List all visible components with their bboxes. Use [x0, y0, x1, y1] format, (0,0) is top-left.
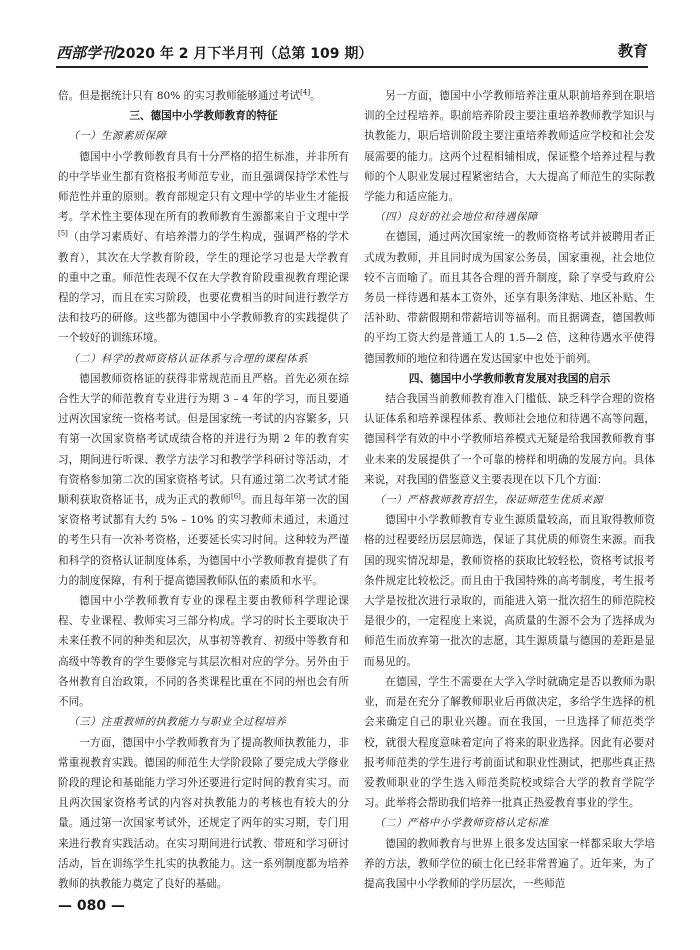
page-number: — 080 —	[58, 898, 125, 914]
citation: [4]	[300, 88, 311, 97]
subsection-heading: （三）注重教师的执教能力与职业全过程培养	[68, 716, 287, 729]
paragraph: 另一方面，德国中小学教师培养注重从职前培养到在职培训的全过程培养。职前培养阶段主要注重培养教师教学知识与执教能力，职后培训阶段主要注重培养教师适应学校和社会发展需要的能力。这两个过程相辅相成，保证整个培养过程与教师的个人职业发展过程紧密结合，大大提高了师范生的实际教学能力和适应能力。	[364, 90, 655, 204]
left-column	[58, 86, 349, 894]
citation: [5]	[58, 229, 68, 238]
paragraph: 在德国，通过两次国家统一的教师资格考试并被聘用者正式成为教师，并且同时成为国家公务员，国家重视，社会地位较不言而喻了。而且其各合理的晋升制度，除了享受与政府公务员一样待遇和基本工资外，还享有职务津贴、地区补贴、生活补助、带薪假期和带薪培训等福利。而且据调查，德国教师的平均工资大约是普通工人的 1.5—2 倍，这种待遇水平使得德国教师的地位和待遇在发达国家中也处于前列。	[364, 231, 655, 365]
section-heading: 三、德国中小学教师教育的特征	[129, 110, 278, 123]
running-head	[56, 42, 372, 63]
page-header	[56, 36, 648, 68]
subsection-heading: （四）良好的社会地位和待遇保障	[374, 211, 538, 224]
paragraph: 倍。但是据统计只有 80% 的实习教师能够通过考试[4]。	[58, 88, 321, 102]
paragraph: 德国教师资格证的获得非常规范而且严格。首先必须在综合性大学的师范教育专业进行为期 3 – 4 年的学习，而且要通过两次国家统一资格考试。但是国家统一考试的内容繁多，只有第一次国家资格考试成绩合格的并进行为期 2 年的教育实习，期间进行听课、教学方法学习和教学学科研讨等活动，才有资格参加第二次的国家资格考试。只有通过第二次考试才能顺利获取资格证书，成为正式的教师[6]。而且每年第一次的国家资格考试都有大约 5% – 10% 的实习教师未通过，未通过的考生只有一次补考资格，还要延长实习时间。这种较为严谨和科学的资格认证制度体系，为德国中小学教师教育提供了有力的制度保障，有利于提高德国教师队伍的素质和水平。	[58, 372, 350, 587]
paragraph: 一方面，德国中小学教师教育为了提高教师执教能力，非常重视教育实践。德国的师范生大学阶段除了要完成大学修业阶段的理论和基础能力学习外还要进行定时间的教育实习。而且两次国家资格考试的内容对执教能力的考核也有较大的分量。通过第一次国家考试外，还规定了两年的实习期，专门用来进行教育实践活动。在实习期间进行试教、带班和学习研讨活动，旨在训练学生扎实的执教能力。这一系列制度都为培养教师的执教能力奠定了良好的基础。	[58, 736, 349, 890]
section-label: 教育	[617, 42, 648, 60]
paragraph: 在德国，学生不需要在大学入学时就确定是否以教师为职业，而是在充分了解教师职业后再做决定，多给学生选择的机会来确定自己的职业兴趣。而在我国，一旦选择了师范类学校，就很大程度意味着定向了将来的职业选择。因此有必要对报考师范类的学生进行考前面试和职业性测试，把那些真正热爱教师职业的学生选入师范类院校或综合大学的教育学院学习。此举将会帮助我们培养一批真正热爱教育事业的学生。	[364, 675, 655, 810]
journal-name: 西部学刊	[56, 44, 117, 62]
citation: [6]	[230, 492, 241, 501]
right-column	[364, 86, 655, 894]
subsection-heading: （一）生源素质保障	[68, 130, 167, 143]
paragraph: 德国中小学教师教育具有十分严格的招生标准，并非所有的中学毕业生都有资格报考师范专业，而且强调保持学术性与师范性并重的原则。教育部规定只有文理中学的毕业生才能报考。学术性主要体现在所有的教师教育生源都来自于文理中学[5]（由学习素质好、有培养潜力的学生构成，强调严格的学术教育），其次在大学教育阶段，学生的理论学习也是大学教育的重中之重。师范性表现不仅在大学教育阶段重视教育理论课程的学习，而且在实习阶段，也要花费相当的时间进行教学方法和技巧的研修。这些都为德国中小学教师教育的实践提供了一个较好的训练环境。	[58, 150, 349, 345]
subsection-heading: （二）科学的教师资格认证体系与合理的课程体系	[68, 352, 308, 365]
paragraph: 德国中小学教师教育专业的课程主要由教师科学理论课程、专业课程、教师实习三部分构成。学习的时长主要取决于未来任教不同的种类和层次，从事初等教育、初级中等教育和高级中等教育的学生要修完与其层次相对应的学分。另外由于各州教育自治政策，不同的各类课程比重在不同的州也会有所不同。	[58, 595, 349, 709]
paragraph: 德国中小学教师教育专业生源质量较高，而且取得教师资格的过程要经历层层筛选，保证了其优质的师资生来源。而我国的现实情况却是，教师资格的获取比较轻松，资格考试报考条件规定比较松泛。而且由于我国特殊的高考制度，考生报考大学是按批次进行录取的，而能进入第一批次招生的师范院校是很少的，一定程度上来说，高质量的生源不会为了选择成为师范生而放弃第一批次的志愿，其生源质量与德国的差距是显而易见的。	[364, 514, 655, 668]
subsection-heading: （一）严格教师教育招生，保证师范生优质来源	[374, 494, 604, 507]
subsection-heading: （二）严格中小学教师资格认定标准	[374, 817, 549, 830]
section-heading: 四、德国中小学教师教育发展对我国的启示	[408, 372, 611, 385]
paragraph: 结合我国当前教师教育准入门槛低、缺乏科学合理的资格认证体系和培养课程体系、教师社会地位和待遇不高等问题，德国科学有效的中小学教师培养模式无疑是给我国教师教育事业未来的发展提供了一个可靠的榜样和明确的发展方向。具体来说，对我国的借鉴意义主要表现在以下几个方面：	[364, 393, 655, 486]
issue-info: 2020 年 2 月下半月刊（总第 109 期）	[116, 46, 373, 62]
paragraph: 德国的教师教育与世界上很多发达国家一样都采取大学培养的方法，教师学位的硕士化已经非常普遍了。近年来，为了提高我国中小学教师的学历层次，一些师范	[364, 837, 655, 890]
